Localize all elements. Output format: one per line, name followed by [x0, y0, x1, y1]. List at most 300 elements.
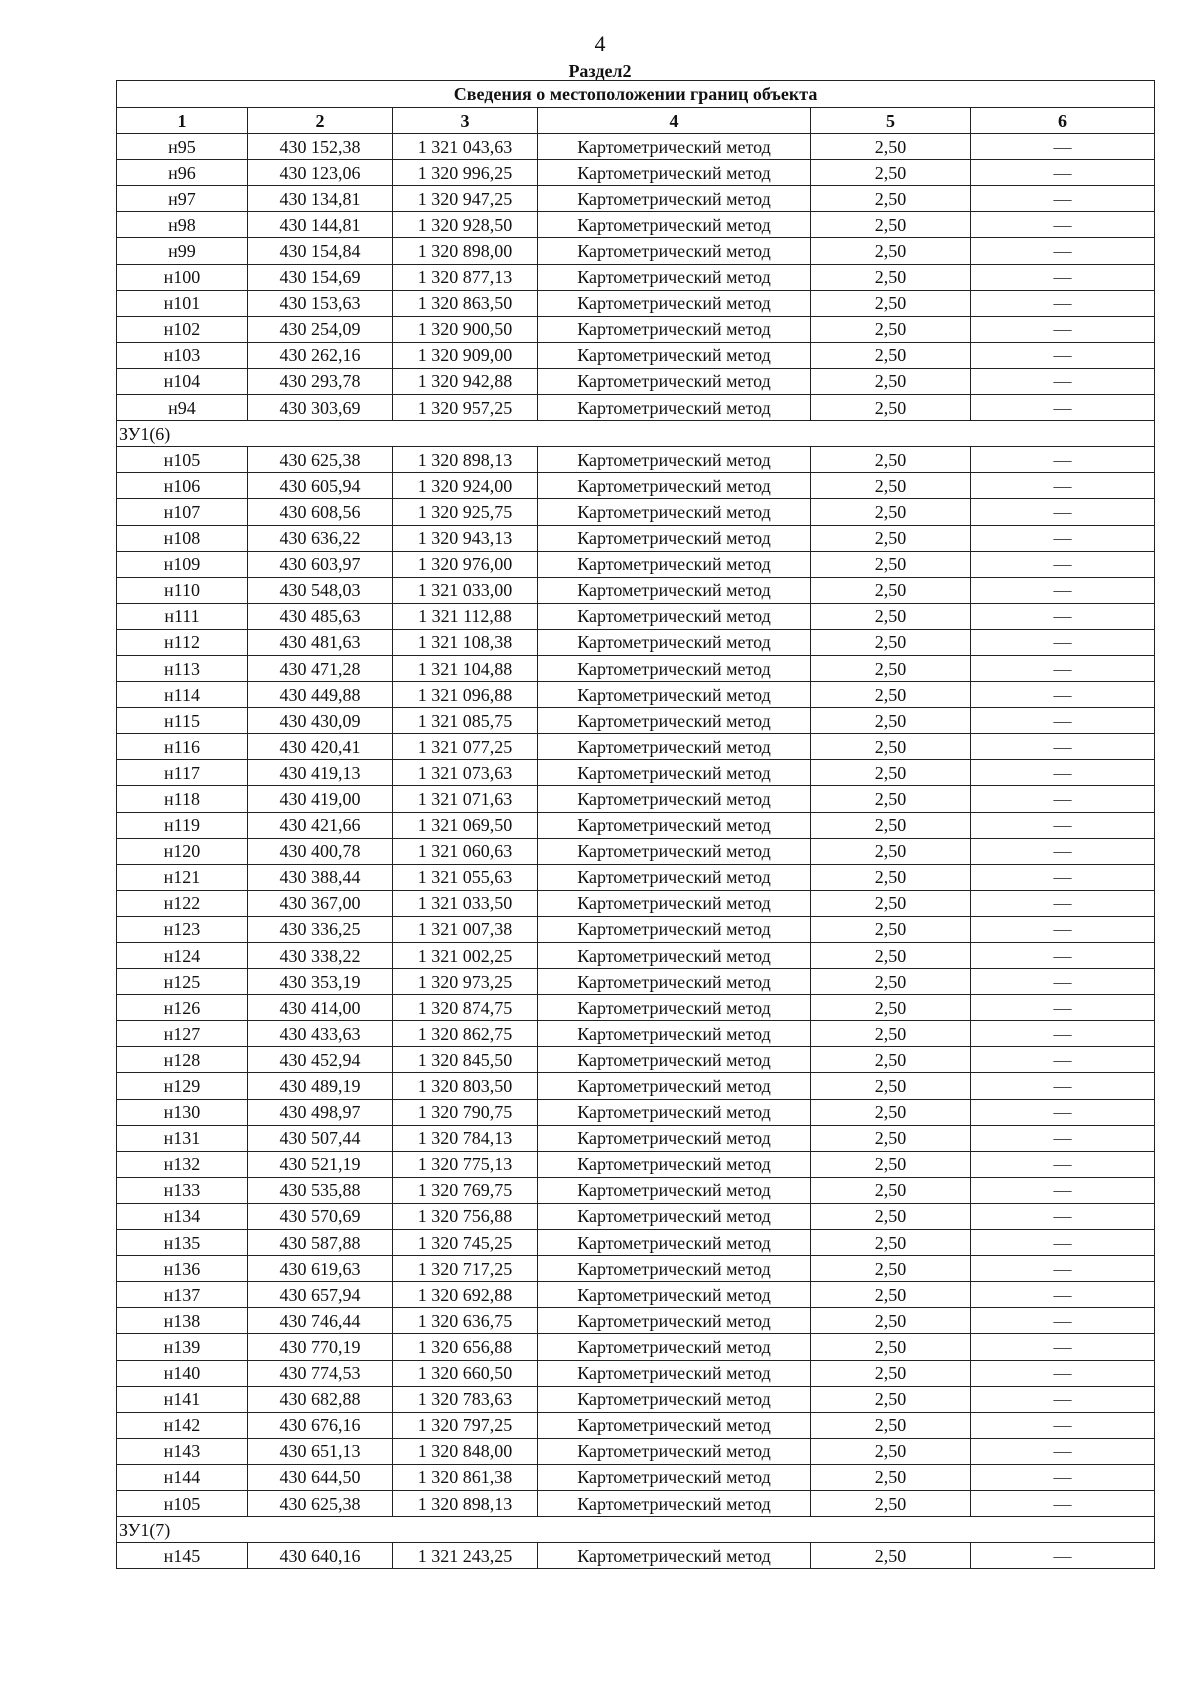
method-cell: Картометрический метод: [538, 943, 811, 969]
method-cell: Картометрический метод: [538, 864, 811, 890]
accuracy-cell: 2,50: [811, 1203, 971, 1229]
y-coordinate-cell: 1 320 775,13: [393, 1151, 538, 1177]
description-cell: —: [971, 447, 1155, 473]
description-cell: —: [971, 1438, 1155, 1464]
table-row: [117, 916, 1155, 942]
point-name-cell: н125: [117, 969, 248, 995]
point-name-cell: н109: [117, 551, 248, 577]
method-cell: Картометрический метод: [538, 1073, 811, 1099]
x-coordinate-cell: 430 770,19: [248, 1334, 393, 1360]
accuracy-cell: 2,50: [811, 1543, 971, 1569]
accuracy-cell: 2,50: [811, 1230, 971, 1256]
table-row: [117, 969, 1155, 995]
point-name-cell: н108: [117, 525, 248, 551]
method-cell: Картометрический метод: [538, 264, 811, 290]
point-name-cell: н110: [117, 577, 248, 603]
accuracy-cell: 2,50: [811, 786, 971, 812]
accuracy-cell: 2,50: [811, 760, 971, 786]
accuracy-cell: 2,50: [811, 1151, 971, 1177]
method-cell: Картометрический метод: [538, 342, 811, 368]
group-row: [117, 1517, 1155, 1543]
method-cell: Картометрический метод: [538, 238, 811, 264]
accuracy-cell: 2,50: [811, 186, 971, 212]
x-coordinate-cell: 430 152,38: [248, 134, 393, 160]
x-coordinate-cell: 430 625,38: [248, 1490, 393, 1516]
x-coordinate-cell: 430 419,13: [248, 760, 393, 786]
point-name-cell: н118: [117, 786, 248, 812]
x-coordinate-cell: 430 336,25: [248, 916, 393, 942]
accuracy-cell: 2,50: [811, 1073, 971, 1099]
y-coordinate-cell: 1 320 898,13: [393, 447, 538, 473]
y-coordinate-cell: 1 320 925,75: [393, 499, 538, 525]
point-name-cell: н121: [117, 864, 248, 890]
accuracy-cell: 2,50: [811, 160, 971, 186]
accuracy-cell: 2,50: [811, 134, 971, 160]
table-row: [117, 786, 1155, 812]
table-row: [117, 943, 1155, 969]
accuracy-cell: 2,50: [811, 1021, 971, 1047]
method-cell: Картометрический метод: [538, 447, 811, 473]
accuracy-cell: 2,50: [811, 629, 971, 655]
table-body: [117, 134, 1155, 1569]
accuracy-cell: 2,50: [811, 916, 971, 942]
y-coordinate-cell: 1 320 863,50: [393, 290, 538, 316]
table-row: [117, 1386, 1155, 1412]
point-name-cell: н120: [117, 838, 248, 864]
y-coordinate-cell: 1 320 900,50: [393, 316, 538, 342]
point-name-cell: н94: [117, 395, 248, 421]
table-title: Сведения о местоположении границ объекта: [117, 81, 1155, 108]
x-coordinate-cell: 430 153,63: [248, 290, 393, 316]
table-row: [117, 1177, 1155, 1203]
table-header: [117, 81, 1155, 134]
section-label: Раздел2: [568, 61, 632, 81]
description-cell: —: [971, 708, 1155, 734]
point-name-cell: н141: [117, 1386, 248, 1412]
description-cell: —: [971, 1125, 1155, 1151]
method-cell: Картометрический метод: [538, 1490, 811, 1516]
point-name-cell: н101: [117, 290, 248, 316]
table-row: [117, 1230, 1155, 1256]
point-name-cell: н145: [117, 1543, 248, 1569]
method-cell: Картометрический метод: [538, 655, 811, 681]
accuracy-cell: 2,50: [811, 264, 971, 290]
point-name-cell: н134: [117, 1203, 248, 1229]
point-name-cell: н103: [117, 342, 248, 368]
table-row: [117, 551, 1155, 577]
y-coordinate-cell: 1 321 096,88: [393, 682, 538, 708]
x-coordinate-cell: 430 123,06: [248, 160, 393, 186]
point-name-cell: н126: [117, 995, 248, 1021]
description-cell: —: [971, 1099, 1155, 1125]
method-cell: Картометрический метод: [538, 1256, 811, 1282]
table-row: [117, 264, 1155, 290]
x-coordinate-cell: 430 625,38: [248, 447, 393, 473]
accuracy-cell: 2,50: [811, 1047, 971, 1073]
table-row: [117, 134, 1155, 160]
point-name-cell: н98: [117, 212, 248, 238]
description-cell: —: [971, 525, 1155, 551]
point-name-cell: н115: [117, 708, 248, 734]
y-coordinate-cell: 1 320 717,25: [393, 1256, 538, 1282]
y-coordinate-cell: 1 320 957,25: [393, 395, 538, 421]
x-coordinate-cell: 430 640,16: [248, 1543, 393, 1569]
accuracy-cell: 2,50: [811, 1490, 971, 1516]
accuracy-cell: 2,50: [811, 290, 971, 316]
point-name-cell: н124: [117, 943, 248, 969]
accuracy-cell: 2,50: [811, 943, 971, 969]
method-cell: Картометрический метод: [538, 1386, 811, 1412]
y-coordinate-cell: 1 320 909,00: [393, 342, 538, 368]
boundary-coordinates-table: [116, 80, 1155, 1569]
method-cell: Картометрический метод: [538, 1464, 811, 1490]
description-cell: —: [971, 760, 1155, 786]
description-cell: —: [971, 290, 1155, 316]
table-row: [117, 1203, 1155, 1229]
y-coordinate-cell: 1 320 784,13: [393, 1125, 538, 1151]
y-coordinate-cell: 1 320 692,88: [393, 1282, 538, 1308]
y-coordinate-cell: 1 320 996,25: [393, 160, 538, 186]
description-cell: —: [971, 1308, 1155, 1334]
accuracy-cell: 2,50: [811, 838, 971, 864]
description-cell: —: [971, 916, 1155, 942]
description-cell: —: [971, 316, 1155, 342]
y-coordinate-cell: 1 320 790,75: [393, 1099, 538, 1125]
table-row: [117, 160, 1155, 186]
table-row: [117, 525, 1155, 551]
y-coordinate-cell: 1 320 848,00: [393, 1438, 538, 1464]
description-cell: —: [971, 264, 1155, 290]
description-cell: —: [971, 577, 1155, 603]
x-coordinate-cell: 430 619,63: [248, 1256, 393, 1282]
method-cell: Картометрический метод: [538, 316, 811, 342]
table-row: [117, 290, 1155, 316]
x-coordinate-cell: 430 254,09: [248, 316, 393, 342]
x-coordinate-cell: 430 535,88: [248, 1177, 393, 1203]
point-name-cell: н117: [117, 760, 248, 786]
table-row: [117, 1021, 1155, 1047]
description-cell: —: [971, 812, 1155, 838]
method-cell: Картометрический метод: [538, 708, 811, 734]
table-row: [117, 316, 1155, 342]
method-cell: Картометрический метод: [538, 629, 811, 655]
accuracy-cell: 2,50: [811, 395, 971, 421]
y-coordinate-cell: 1 321 071,63: [393, 786, 538, 812]
accuracy-cell: 2,50: [811, 342, 971, 368]
method-cell: Картометрический метод: [538, 969, 811, 995]
description-cell: —: [971, 995, 1155, 1021]
method-cell: Картометрический метод: [538, 473, 811, 499]
x-coordinate-cell: 430 608,56: [248, 499, 393, 525]
table-row: [117, 238, 1155, 264]
y-coordinate-cell: 1 320 636,75: [393, 1308, 538, 1334]
method-cell: Картометрический метод: [538, 1177, 811, 1203]
y-coordinate-cell: 1 321 077,25: [393, 734, 538, 760]
y-coordinate-cell: 1 321 033,50: [393, 890, 538, 916]
description-cell: —: [971, 734, 1155, 760]
accuracy-cell: 2,50: [811, 316, 971, 342]
table-row: [117, 1360, 1155, 1386]
method-cell: Картометрический метод: [538, 682, 811, 708]
description-cell: —: [971, 238, 1155, 264]
description-cell: —: [971, 395, 1155, 421]
method-cell: Картометрический метод: [538, 551, 811, 577]
table-row: [117, 1464, 1155, 1490]
method-cell: Картометрический метод: [538, 186, 811, 212]
accuracy-cell: 2,50: [811, 682, 971, 708]
x-coordinate-cell: 430 657,94: [248, 1282, 393, 1308]
method-cell: Картометрический метод: [538, 1125, 811, 1151]
description-cell: —: [971, 943, 1155, 969]
x-coordinate-cell: 430 498,97: [248, 1099, 393, 1125]
accuracy-cell: 2,50: [811, 995, 971, 1021]
method-cell: Картометрический метод: [538, 916, 811, 942]
point-name-cell: н140: [117, 1360, 248, 1386]
accuracy-cell: 2,50: [811, 603, 971, 629]
table-row: [117, 812, 1155, 838]
table-row: [117, 1047, 1155, 1073]
x-coordinate-cell: 430 507,44: [248, 1125, 393, 1151]
description-cell: —: [971, 499, 1155, 525]
description-cell: —: [971, 1203, 1155, 1229]
description-cell: —: [971, 969, 1155, 995]
point-name-cell: н123: [117, 916, 248, 942]
point-name-cell: н114: [117, 682, 248, 708]
y-coordinate-cell: 1 321 073,63: [393, 760, 538, 786]
description-cell: —: [971, 1282, 1155, 1308]
point-name-cell: н138: [117, 1308, 248, 1334]
y-coordinate-cell: 1 320 898,00: [393, 238, 538, 264]
table-row: [117, 1334, 1155, 1360]
x-coordinate-cell: 430 481,63: [248, 629, 393, 655]
table-row: [117, 838, 1155, 864]
description-cell: —: [971, 629, 1155, 655]
x-coordinate-cell: 430 774,53: [248, 1360, 393, 1386]
x-coordinate-cell: 430 485,63: [248, 603, 393, 629]
y-coordinate-cell: 1 320 862,75: [393, 1021, 538, 1047]
x-coordinate-cell: 430 420,41: [248, 734, 393, 760]
accuracy-cell: 2,50: [811, 1125, 971, 1151]
y-coordinate-cell: 1 320 947,25: [393, 186, 538, 212]
description-cell: —: [971, 1073, 1155, 1099]
point-name-cell: н105: [117, 1490, 248, 1516]
point-name-cell: н95: [117, 134, 248, 160]
method-cell: Картометрический метод: [538, 577, 811, 603]
accuracy-cell: 2,50: [811, 525, 971, 551]
description-cell: —: [971, 786, 1155, 812]
x-coordinate-cell: 430 421,66: [248, 812, 393, 838]
accuracy-cell: 2,50: [811, 734, 971, 760]
point-name-cell: н143: [117, 1438, 248, 1464]
y-coordinate-cell: 1 320 976,00: [393, 551, 538, 577]
point-name-cell: н97: [117, 186, 248, 212]
y-coordinate-cell: 1 320 973,25: [393, 969, 538, 995]
description-cell: —: [971, 1360, 1155, 1386]
method-cell: Картометрический метод: [538, 603, 811, 629]
y-coordinate-cell: 1 321 112,88: [393, 603, 538, 629]
accuracy-cell: 2,50: [811, 447, 971, 473]
accuracy-cell: 2,50: [811, 864, 971, 890]
x-coordinate-cell: 430 134,81: [248, 186, 393, 212]
accuracy-cell: 2,50: [811, 1282, 971, 1308]
x-coordinate-cell: 430 605,94: [248, 473, 393, 499]
description-cell: —: [971, 342, 1155, 368]
y-coordinate-cell: 1 320 797,25: [393, 1412, 538, 1438]
method-cell: Картометрический метод: [538, 1412, 811, 1438]
x-coordinate-cell: 430 682,88: [248, 1386, 393, 1412]
x-coordinate-cell: 430 433,63: [248, 1021, 393, 1047]
table-row: [117, 655, 1155, 681]
x-coordinate-cell: 430 489,19: [248, 1073, 393, 1099]
method-cell: Картометрический метод: [538, 368, 811, 394]
x-coordinate-cell: 430 587,88: [248, 1230, 393, 1256]
y-coordinate-cell: 1 320 861,38: [393, 1464, 538, 1490]
method-cell: Картометрический метод: [538, 1282, 811, 1308]
point-name-cell: н122: [117, 890, 248, 916]
y-coordinate-cell: 1 320 756,88: [393, 1203, 538, 1229]
y-coordinate-cell: 1 320 928,50: [393, 212, 538, 238]
method-cell: Картометрический метод: [538, 1360, 811, 1386]
description-cell: —: [971, 1412, 1155, 1438]
y-coordinate-cell: 1 320 874,75: [393, 995, 538, 1021]
description-cell: —: [971, 134, 1155, 160]
method-cell: Картометрический метод: [538, 290, 811, 316]
accuracy-cell: 2,50: [811, 1308, 971, 1334]
table-row: [117, 1282, 1155, 1308]
table-row: [117, 1490, 1155, 1516]
x-coordinate-cell: 430 603,97: [248, 551, 393, 577]
point-name-cell: н96: [117, 160, 248, 186]
accuracy-cell: 2,50: [811, 577, 971, 603]
description-cell: —: [971, 473, 1155, 499]
method-cell: Картометрический метод: [538, 786, 811, 812]
x-coordinate-cell: 430 746,44: [248, 1308, 393, 1334]
method-cell: Картометрический метод: [538, 1334, 811, 1360]
column-number-5: 5: [811, 108, 971, 134]
point-name-cell: н107: [117, 499, 248, 525]
point-name-cell: н133: [117, 1177, 248, 1203]
description-cell: —: [971, 864, 1155, 890]
table-row: [117, 1543, 1155, 1569]
x-coordinate-cell: 430 452,94: [248, 1047, 393, 1073]
point-name-cell: н100: [117, 264, 248, 290]
table-row: [117, 186, 1155, 212]
y-coordinate-cell: 1 321 243,25: [393, 1543, 538, 1569]
x-coordinate-cell: 430 303,69: [248, 395, 393, 421]
method-cell: Картометрический метод: [538, 212, 811, 238]
accuracy-cell: 2,50: [811, 1412, 971, 1438]
point-name-cell: н113: [117, 655, 248, 681]
table-row: [117, 1256, 1155, 1282]
description-cell: —: [971, 186, 1155, 212]
x-coordinate-cell: 430 154,84: [248, 238, 393, 264]
y-coordinate-cell: 1 321 055,63: [393, 864, 538, 890]
y-coordinate-cell: 1 321 085,75: [393, 708, 538, 734]
point-name-cell: н105: [117, 447, 248, 473]
table-row: [117, 1151, 1155, 1177]
x-coordinate-cell: 430 367,00: [248, 890, 393, 916]
description-cell: —: [971, 1021, 1155, 1047]
y-coordinate-cell: 1 321 043,63: [393, 134, 538, 160]
y-coordinate-cell: 1 320 803,50: [393, 1073, 538, 1099]
point-name-cell: н128: [117, 1047, 248, 1073]
x-coordinate-cell: 430 144,81: [248, 212, 393, 238]
point-name-cell: н119: [117, 812, 248, 838]
column-number-4: 4: [538, 108, 811, 134]
table-row: [117, 1073, 1155, 1099]
point-name-cell: н130: [117, 1099, 248, 1125]
x-coordinate-cell: 430 548,03: [248, 577, 393, 603]
point-name-cell: н104: [117, 368, 248, 394]
point-name-cell: н116: [117, 734, 248, 760]
table-row: [117, 473, 1155, 499]
method-cell: Картометрический метод: [538, 1543, 811, 1569]
accuracy-cell: 2,50: [811, 212, 971, 238]
group-label: ЗУ1(7): [117, 1517, 1155, 1543]
description-cell: —: [971, 682, 1155, 708]
y-coordinate-cell: 1 320 769,75: [393, 1177, 538, 1203]
y-coordinate-cell: 1 320 845,50: [393, 1047, 538, 1073]
method-cell: Картометрический метод: [538, 499, 811, 525]
point-name-cell: н137: [117, 1282, 248, 1308]
method-cell: Картометрический метод: [538, 525, 811, 551]
description-cell: —: [971, 551, 1155, 577]
method-cell: Картометрический метод: [538, 734, 811, 760]
point-name-cell: н131: [117, 1125, 248, 1151]
table-row: [117, 395, 1155, 421]
table-row: [117, 603, 1155, 629]
column-number-3: 3: [393, 108, 538, 134]
table-row: [117, 1099, 1155, 1125]
method-cell: Картометрический метод: [538, 1230, 811, 1256]
accuracy-cell: 2,50: [811, 1099, 971, 1125]
x-coordinate-cell: 430 521,19: [248, 1151, 393, 1177]
y-coordinate-cell: 1 320 942,88: [393, 368, 538, 394]
accuracy-cell: 2,50: [811, 1360, 971, 1386]
accuracy-cell: 2,50: [811, 473, 971, 499]
x-coordinate-cell: 430 353,19: [248, 969, 393, 995]
table-row: [117, 708, 1155, 734]
y-coordinate-cell: 1 321 108,38: [393, 629, 538, 655]
x-coordinate-cell: 430 388,44: [248, 864, 393, 890]
description-cell: —: [971, 890, 1155, 916]
description-cell: —: [971, 368, 1155, 394]
table-row: [117, 760, 1155, 786]
point-name-cell: н132: [117, 1151, 248, 1177]
table-row: [117, 629, 1155, 655]
accuracy-cell: 2,50: [811, 969, 971, 995]
method-cell: Картометрический метод: [538, 160, 811, 186]
method-cell: Картометрический метод: [538, 1151, 811, 1177]
method-cell: Картометрический метод: [538, 1021, 811, 1047]
accuracy-cell: 2,50: [811, 368, 971, 394]
x-coordinate-cell: 430 419,00: [248, 786, 393, 812]
x-coordinate-cell: 430 414,00: [248, 995, 393, 1021]
y-coordinate-cell: 1 321 104,88: [393, 655, 538, 681]
accuracy-cell: 2,50: [811, 1438, 971, 1464]
description-cell: —: [971, 655, 1155, 681]
y-coordinate-cell: 1 321 069,50: [393, 812, 538, 838]
accuracy-cell: 2,50: [811, 551, 971, 577]
description-cell: —: [971, 1386, 1155, 1412]
point-name-cell: н144: [117, 1464, 248, 1490]
table-row: [117, 212, 1155, 238]
description-cell: —: [971, 1490, 1155, 1516]
table-row: [117, 1308, 1155, 1334]
point-name-cell: н112: [117, 629, 248, 655]
y-coordinate-cell: 1 320 924,00: [393, 473, 538, 499]
column-number-2: 2: [248, 108, 393, 134]
